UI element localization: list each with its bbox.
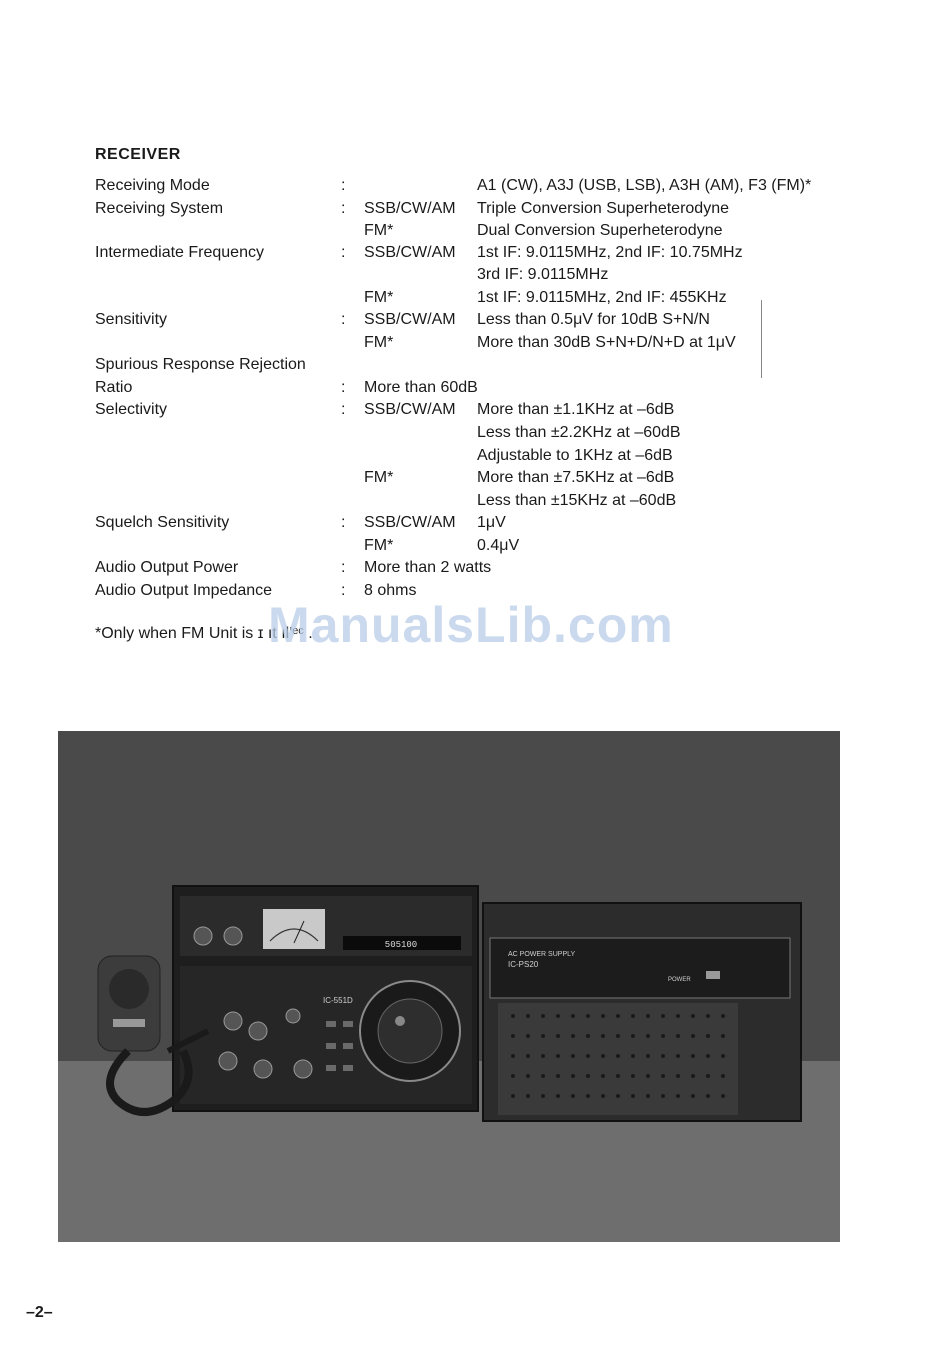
- psu-model-label: IC-PS20: [508, 960, 539, 969]
- spec-value: Adjustable to 1KHz at –6dB: [477, 447, 673, 464]
- spec-colon: :: [341, 177, 346, 194]
- spec-mode: FM*: [364, 289, 394, 306]
- spec-label: Ratio: [95, 379, 133, 396]
- spec-label: Receiving System: [95, 200, 224, 217]
- footnote: *Only when FM Unit is ɪ ıt ıl'ᵉᶜ .: [95, 625, 313, 642]
- spec-colon: :: [341, 200, 346, 217]
- spec-label: Spurious Response Rejection: [95, 356, 306, 373]
- spec-mode: SSB/CW/AM: [364, 514, 456, 531]
- spec-value: 1st IF: 9.0115MHz, 2nd IF: 455KHz: [477, 289, 727, 306]
- spec-mode: More than 2 watts: [364, 559, 492, 576]
- frequency-display: 505100: [384, 940, 418, 950]
- spec-mode: 8 ohms: [364, 582, 417, 599]
- spec-colon: :: [341, 379, 346, 396]
- section-title: RECEIVER: [95, 146, 181, 163]
- spec-mode: SSB/CW/AM: [364, 200, 456, 217]
- margin-rule: [761, 300, 762, 378]
- spec-mode: SSB/CW/AM: [364, 244, 456, 261]
- psu-power-label: POWER: [668, 977, 691, 983]
- spec-value: 3rd IF: 9.0115MHz: [477, 266, 609, 283]
- watermark: ManualsLib.com: [268, 597, 674, 653]
- spec-colon: :: [341, 244, 346, 261]
- spec-label: Intermediate Frequency: [95, 244, 264, 261]
- spec-value: Triple Conversion Superheterodyne: [477, 200, 729, 217]
- spec-colon: :: [341, 582, 346, 599]
- spec-label: Squelch Sensitivity: [95, 514, 230, 531]
- transceiver-unit: [173, 886, 478, 1111]
- spec-value: Dual Conversion Superheterodyne: [477, 222, 723, 239]
- spec-label: Audio Output Impedance: [95, 582, 273, 599]
- spec-value: Less than ±15KHz at –60dB: [477, 492, 677, 509]
- product-photo: [58, 731, 840, 1242]
- spec-mode: SSB/CW/AM: [364, 311, 456, 328]
- spec-mode: FM*: [364, 222, 394, 239]
- spec-value: 1st IF: 9.0115MHz, 2nd IF: 10.75MHz: [477, 244, 743, 261]
- spec-colon: :: [341, 311, 346, 328]
- power-supply-unit: [483, 903, 801, 1121]
- spec-value: 0.4μV: [477, 537, 520, 554]
- spec-label: Audio Output Power: [95, 559, 239, 576]
- spec-value: More than ±7.5KHz at –6dB: [477, 469, 675, 486]
- radio-model-label: IC-551D: [323, 996, 353, 1005]
- spec-value: A1 (CW), A3J (USB, LSB), A3H (AM), F3 (FM)*: [477, 177, 812, 194]
- spec-colon: :: [341, 401, 346, 418]
- spec-value: Less than ±2.2KHz at –60dB: [477, 424, 681, 441]
- psu-caption: AC POWER SUPPLY: [508, 951, 576, 958]
- spec-mode: FM*: [364, 334, 394, 351]
- spec-value: Less than 0.5μV for 10dB S+N/N: [477, 311, 710, 328]
- spec-mode: FM*: [364, 537, 394, 554]
- spec-label: Sensitivity: [95, 311, 168, 328]
- spec-colon: :: [341, 514, 346, 531]
- spec-label: Selectivity: [95, 401, 168, 418]
- spec-value: 1μV: [477, 514, 506, 531]
- spec-mode: SSB/CW/AM: [364, 401, 456, 418]
- spec-mode: More than 60dB: [364, 379, 478, 396]
- spec-value: More than ±1.1KHz at –6dB: [477, 401, 675, 418]
- spec-value: More than 30dB S+N+D/N+D at 1μV: [477, 334, 736, 351]
- page-number: –2–: [26, 1304, 53, 1321]
- spec-label: Receiving Mode: [95, 177, 210, 194]
- spec-colon: :: [341, 559, 346, 576]
- spec-mode: FM*: [364, 469, 394, 486]
